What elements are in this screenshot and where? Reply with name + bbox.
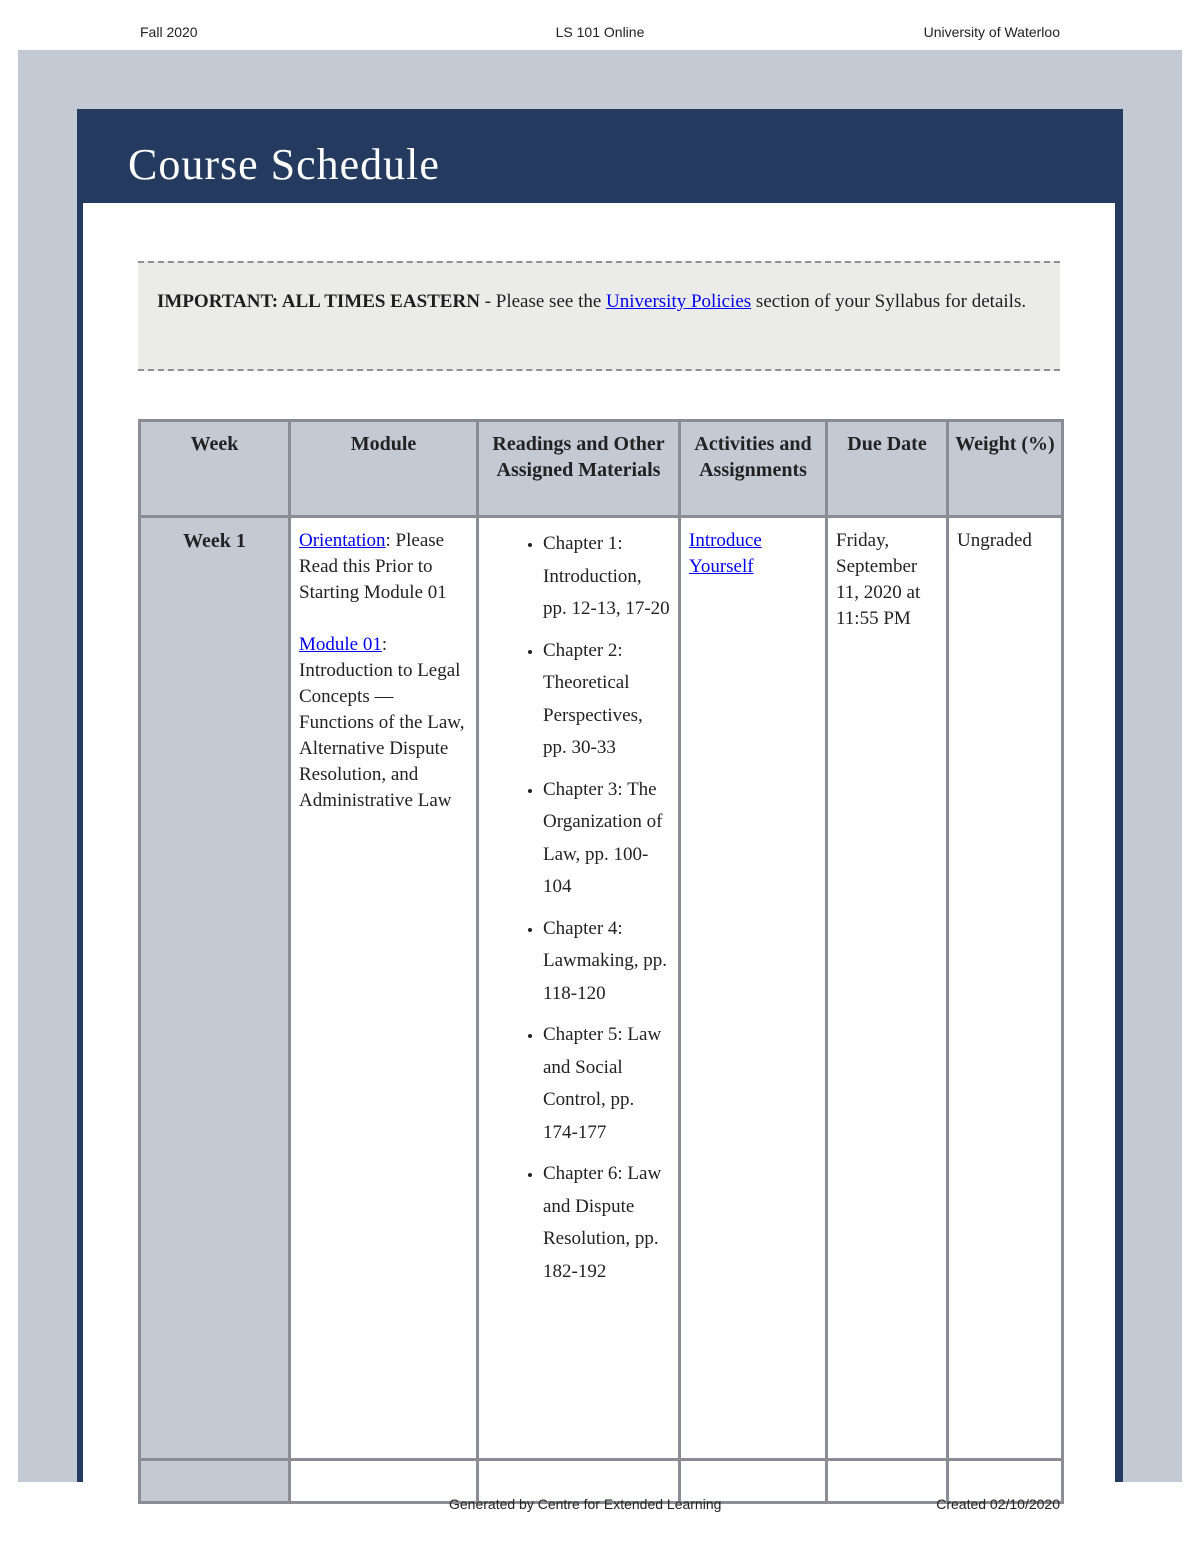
header-institution: University of Waterloo bbox=[923, 24, 1060, 40]
list-item: • Chapter 3: The Organization of Law, pp. 100-104 bbox=[543, 774, 670, 904]
footer-generated-by: Generated by Centre for Extended Learning bbox=[449, 1496, 722, 1512]
list-item: • Chapter 5: Law and Social Control, pp. 174-177 bbox=[543, 1019, 670, 1149]
table-header-row bbox=[140, 421, 1063, 517]
col-header-module: Module bbox=[290, 421, 478, 517]
orientation-description: : Please Read this Prior to Starting Module 01 bbox=[299, 530, 447, 603]
module-01-link[interactable]: Module 01 bbox=[299, 634, 382, 655]
col-header-readings: Readings and Other Assigned Materials bbox=[478, 421, 680, 517]
table-row bbox=[140, 517, 1063, 1460]
notice-text-2: section of your Syllabus for details. bbox=[751, 291, 1027, 312]
introduce-yourself-link[interactable]: Introduce Yourself bbox=[689, 530, 762, 577]
important-notice bbox=[138, 261, 1060, 371]
col-header-due-date: Due Date bbox=[827, 421, 948, 517]
list-item: • Chapter 1: Introduction, pp. 12-13, 17-20 bbox=[543, 528, 670, 626]
due-date-cell: Friday, September 11, 2020 at 11:55 PM bbox=[827, 517, 948, 1460]
week-cell: Week 1 bbox=[140, 517, 290, 1460]
activities-cell bbox=[680, 517, 827, 1460]
col-header-weight: Weight (%) bbox=[948, 421, 1063, 517]
col-header-week: Week bbox=[140, 421, 290, 517]
notice-bold-label: IMPORTANT bbox=[157, 291, 272, 312]
weight-cell: Ungraded bbox=[948, 517, 1063, 1460]
footer-created-date: Created 02/10/2020 bbox=[936, 1496, 1060, 1512]
module-cell bbox=[290, 517, 478, 1460]
header-course-code: LS 101 Online bbox=[555, 24, 645, 40]
page-footer bbox=[140, 1496, 1060, 1516]
content-frame bbox=[77, 109, 1123, 1482]
list-item: • Chapter 4: Lawmaking, pp. 118-120 bbox=[543, 913, 670, 1011]
module-01-description: : Introduction to Legal Concepts — Functions of the Law, Alternative Dispute Resolution, and Administrative Law bbox=[299, 634, 465, 811]
university-policies-link[interactable]: University Policies bbox=[606, 291, 752, 312]
title-bar bbox=[77, 109, 1123, 203]
readings-list bbox=[487, 528, 670, 1288]
course-schedule-table bbox=[138, 419, 1064, 1504]
header-term: Fall 2020 bbox=[140, 24, 198, 40]
col-header-activities: Activities and Assignments bbox=[680, 421, 827, 517]
notice-bold-times: : ALL TIMES EASTERN bbox=[271, 291, 480, 312]
page-title: Course Schedule bbox=[128, 140, 440, 189]
module-entry bbox=[299, 528, 468, 606]
list-item: • Chapter 2: Theoretical Perspectives, pp. 30-33 bbox=[543, 635, 670, 765]
orientation-link[interactable]: Orientation bbox=[299, 530, 386, 551]
list-item: • Chapter 6: Law and Dispute Resolution, pp. 182-192 bbox=[543, 1158, 670, 1288]
notice-text-1: - Please see the bbox=[479, 291, 607, 312]
content-area bbox=[83, 203, 1115, 1482]
module-entry bbox=[299, 632, 468, 814]
page-header bbox=[140, 24, 1060, 44]
readings-cell bbox=[478, 517, 680, 1460]
